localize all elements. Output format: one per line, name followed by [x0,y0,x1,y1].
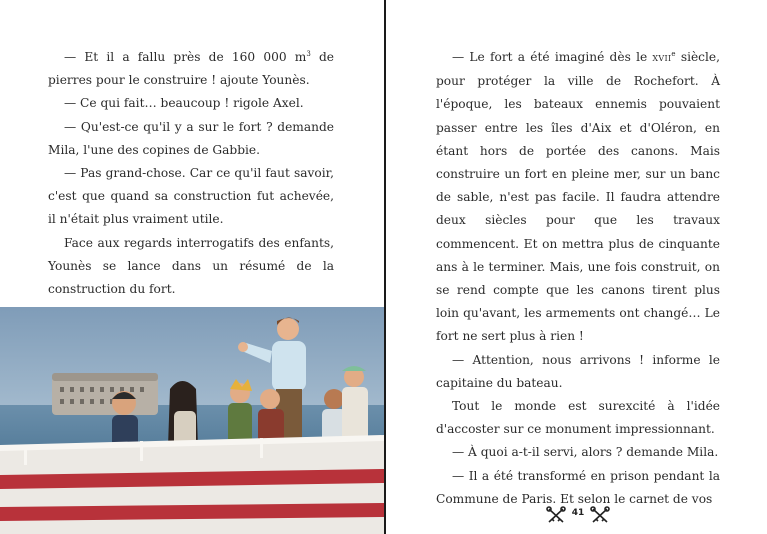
paragraph: — Et il a fallu près de 160 000 $m^3$ de pierres pour le construire ! ajoute Younès. [48,49,334,88]
right-page [386,0,767,534]
boat-illustration [0,307,384,534]
paragraph: — Le fort a été imaginé dès le XVIIe siècle, pour protéger la ville de Rochefort. À l'époque, les bateaux ennemis pouvaient passer entre les îles d'Aix et d'Oléron, en étant hors de portée des canons. Mais construire un fort en pleine mer, sur un banc de sable, n'est pas facile. Il faudra attendre deux siècles pour que les travaux commencent. Et on mettra plus de cinquante ans à le terminer. Mais, une fois construit, on se rend compte que les canons tirent plus loin qu'avant, les armements ont changé… Le fort ne sert plus à rien ! [436,49,720,344]
paragraph: — Qu'est-ce qu'il y a sur le fort ? demande Mila, l'une des copines de Gabbie. [48,119,334,157]
child-figure [228,379,252,449]
paragraph: — Ce qui fait… beaucoup ! rigole Axel. [64,96,304,111]
page-number: 41 [571,508,585,518]
left-page-text [48,46,334,301]
boat-deck [0,435,384,534]
paragraph: — À quoi a-t-il servi, alors ? demande Mila. [452,445,719,460]
page-folio [546,506,610,524]
paragraph: — Attention, nous arrivons ! informe le capitaine du bateau. [436,352,720,390]
paragraph: Tout le monde est surexcité à l'idée d'accoster sur ce monument impressionnant. [436,399,720,437]
paragraph: Face aux regards interrogatifs des enfants, Younès se lance dans un résumé de la construction du fort. [48,235,334,297]
right-page-text [436,46,720,511]
paragraph: — Il a été transformé en prison pendant la Commune de Paris. Et selon le carnet de vos [436,468,720,506]
crossed-keys-icon [590,506,610,524]
paragraph: — Pas grand-chose. Car ce qu'il faut savoir, c'est que quand sa construction fut achevée, il n'était plus vraiment utile. [48,166,334,227]
fort-boyard [52,373,158,415]
